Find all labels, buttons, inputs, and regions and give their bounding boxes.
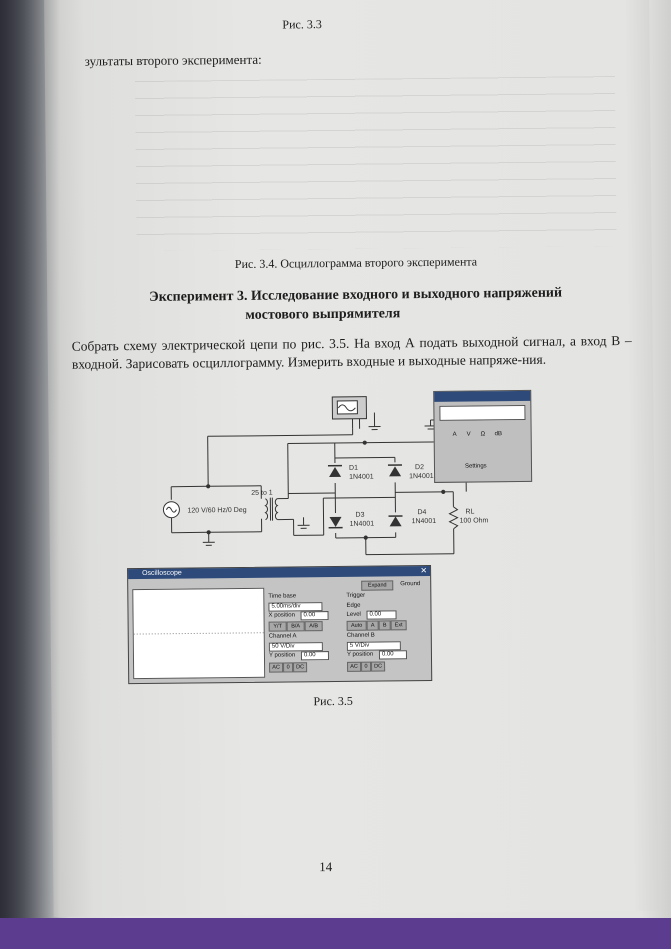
experiment-title-line1: Эксперимент 3. Исследование входного и выходного напряжений xyxy=(149,285,563,305)
load-value: 100 Ohm xyxy=(459,517,489,525)
channel-b-ac-button[interactable]: AC xyxy=(347,662,361,672)
load-resistor xyxy=(449,507,457,529)
d1-label: D1 xyxy=(348,464,358,472)
level-field[interactable]: 0.00 xyxy=(366,610,396,619)
x-position-label: X position xyxy=(268,612,295,619)
document-page xyxy=(44,0,659,917)
d2-model: 1N4001 xyxy=(409,472,434,481)
diode-d3-icon xyxy=(330,517,342,527)
figure-caption-3-4: Рис. 3.4. Осциллограмма второго эксперимента xyxy=(234,254,478,272)
channel-a-label: Channel A xyxy=(268,633,297,640)
expand-button[interactable]: Expand xyxy=(361,580,393,590)
transformer-label: 25 to 1 xyxy=(251,489,273,497)
channel-a-zero-button[interactable]: 0 xyxy=(283,662,293,672)
channel-b-dc-button[interactable]: DC xyxy=(371,661,385,671)
channel-a-ac-button[interactable]: AC xyxy=(269,663,283,673)
channel-b-field[interactable]: 5 V/Div xyxy=(347,641,401,651)
channel-b-label: Channel B xyxy=(346,632,375,639)
ground-label: Ground xyxy=(400,581,421,588)
channel-a-ypos-field[interactable]: 0.00 xyxy=(301,651,329,660)
figure-caption-3-5: Рис. 3.5 xyxy=(313,693,353,709)
x-position-field[interactable]: 0.00 xyxy=(300,611,328,620)
diode-d4-icon xyxy=(390,516,402,526)
mode-ba-button[interactable]: B/A xyxy=(287,621,305,631)
trigger-label: Trigger xyxy=(346,592,366,599)
d2-label: D2 xyxy=(414,464,424,472)
multimeter-display xyxy=(439,405,525,421)
source-label: 120 V/60 Hz/0 Deg xyxy=(187,506,247,515)
multimeter-panel xyxy=(433,390,532,483)
transformer-secondary xyxy=(275,499,277,520)
multimeter-button-v[interactable]: V xyxy=(466,431,471,438)
binding-shadow xyxy=(0,0,60,949)
diode-d2-icon xyxy=(389,466,401,476)
d3-label: D3 xyxy=(355,511,365,519)
channel-a-dc-button[interactable]: DC xyxy=(293,662,307,672)
multimeter-button-db[interactable]: dB xyxy=(494,431,503,438)
time-base-field[interactable]: 5.00ms/div xyxy=(268,602,322,612)
mode-ab-button[interactable]: A/B xyxy=(305,621,323,631)
d4-model: 1N4001 xyxy=(411,517,437,526)
page-number: 14 xyxy=(319,859,333,875)
figure-caption-3-3: Рис. 3.3 xyxy=(282,17,322,32)
results-heading: зультаты второго эксперимента: xyxy=(84,51,262,69)
channel-b-zero-button[interactable]: 0 xyxy=(361,662,371,672)
trigger-ext-button[interactable]: Ext xyxy=(391,620,407,630)
multimeter-button-a[interactable]: A xyxy=(452,431,457,438)
diode-d1-icon xyxy=(329,467,341,477)
d3-model: 1N4001 xyxy=(349,520,375,528)
multimeter-button-ohm[interactable]: Ω xyxy=(480,431,486,438)
oscilloscope-title: Oscilloscope xyxy=(142,569,182,578)
edge-label: Edge xyxy=(346,602,361,609)
channel-a-field[interactable]: 50 V/Div xyxy=(269,642,323,652)
oscilloscope-screen xyxy=(132,588,265,679)
mode-yt-button[interactable]: Y/T xyxy=(269,621,287,631)
channel-b-ypos-label: Y position xyxy=(346,651,374,658)
channel-a-ypos-label: Y position xyxy=(268,652,296,659)
experiment-title-line2: мостового выпрямителя xyxy=(245,306,401,323)
faded-bleed-text xyxy=(135,76,617,251)
purple-background xyxy=(0,918,671,949)
transformer-primary xyxy=(265,499,267,520)
multimeter-settings[interactable]: Settings xyxy=(464,463,487,470)
channel-b-ypos-field[interactable]: 0.00 xyxy=(379,650,407,659)
load-name: RL xyxy=(465,508,475,516)
oscilloscope-titlebar xyxy=(128,566,430,579)
experiment-paragraph: Собрать схему электрической цепи по рис. 3.5. На вход А подать выходной сигнал, а вход В – входной. Зарисовать осциллограмму. Измерить входные и выходные напряже-ния. xyxy=(71,332,632,372)
oscilloscope-panel xyxy=(127,565,432,684)
time-base-label: Time base xyxy=(268,593,297,600)
level-label: Level xyxy=(346,611,361,618)
trigger-a-button[interactable]: A xyxy=(367,621,379,631)
close-icon[interactable]: ✕ xyxy=(420,566,428,576)
d1-model: 1N4001 xyxy=(349,473,374,481)
trigger-auto-button[interactable]: Auto xyxy=(347,621,367,631)
d4-label: D4 xyxy=(417,509,427,517)
trigger-b-button[interactable]: B xyxy=(379,620,391,630)
multimeter-titlebar xyxy=(434,391,530,402)
